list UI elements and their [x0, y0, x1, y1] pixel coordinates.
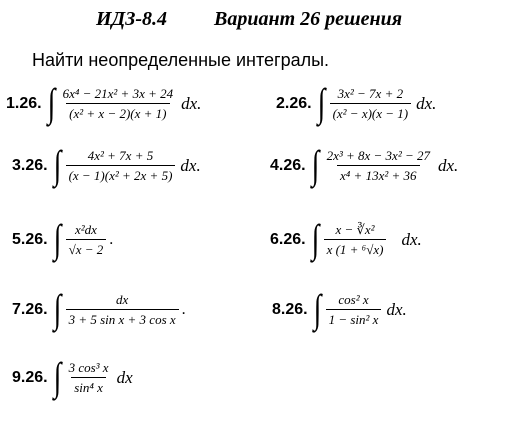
- denominator: x⁴ + 13x² + 36: [337, 165, 420, 184]
- numerator: dx: [115, 292, 129, 308]
- numerator: 3 cos³ x: [68, 360, 109, 376]
- denominator: 3 + 5 sin x + 3 cos x: [66, 309, 179, 328]
- differential: dx.: [180, 156, 201, 175]
- trailing-punctuation: .: [181, 301, 186, 318]
- differential: dx.: [401, 230, 422, 249]
- differential: dx.: [416, 94, 437, 113]
- denominator: √x − 2: [66, 239, 107, 258]
- numerator: 6x⁴ − 21x² + 3x + 24: [62, 86, 174, 102]
- problem-number: 4.26.: [270, 157, 306, 174]
- denominator: (x² + x − 2)(x + 1): [66, 103, 169, 122]
- numerator: cos² x: [338, 292, 369, 308]
- trailing-punctuation: .: [109, 231, 114, 248]
- numerator: 4x² + 7x + 5: [87, 148, 154, 164]
- fraction: [66, 148, 176, 183]
- denominator: (x² − x)(x − 1): [330, 103, 412, 122]
- fraction: [66, 222, 107, 257]
- problem-number: 6.26.: [270, 231, 306, 248]
- problem-number: 7.26.: [12, 301, 48, 318]
- differential: dx: [116, 368, 133, 387]
- header: [0, 6, 509, 32]
- numerator: x²dx: [74, 222, 97, 238]
- problem-9: [12, 354, 133, 399]
- fraction: [60, 86, 177, 121]
- integral-sign: ∫: [53, 142, 61, 187]
- problem-3: [12, 142, 201, 187]
- problem-8: [272, 286, 407, 331]
- variant-title: Вариант 26 решения: [214, 8, 403, 30]
- numerator: 3x² − 7x + 2: [337, 86, 404, 102]
- differential: dx.: [386, 300, 407, 319]
- numerator: x − ∛x²: [335, 222, 375, 238]
- denominator: x (1 + ⁶√x): [324, 239, 387, 258]
- denominator: sin⁴ x: [71, 377, 106, 396]
- denominator: 1 − sin² x: [326, 309, 382, 328]
- problem-2: [276, 80, 437, 125]
- differential: dx.: [181, 94, 202, 113]
- problem-1: [6, 80, 202, 125]
- problem-number: 5.26.: [12, 231, 48, 248]
- integral-sign: ∫: [53, 286, 61, 331]
- integral-sign: ∫: [47, 80, 55, 125]
- integral-sign: ∫: [53, 216, 61, 261]
- fraction: [66, 360, 112, 395]
- integral-sign: ∫: [317, 80, 325, 125]
- problem-number: 2.26.: [276, 95, 312, 112]
- problem-number: 9.26.: [12, 369, 48, 386]
- fraction: [324, 148, 433, 183]
- numerator: 2x³ + 8x − 3x² − 27: [326, 148, 430, 164]
- problem-number: 1.26.: [6, 95, 42, 112]
- fraction: [326, 292, 382, 327]
- integral-sign: ∫: [311, 216, 319, 261]
- problem-6: [270, 216, 422, 261]
- instruction-text: Найти неопределенные интегралы.: [32, 50, 330, 70]
- denominator: (x − 1)(x² + 2x + 5): [66, 165, 176, 184]
- problem-7: [12, 286, 186, 331]
- fraction: [324, 222, 387, 257]
- problem-5: [12, 216, 114, 261]
- fraction: [66, 292, 179, 327]
- problem-number: 8.26.: [272, 301, 308, 318]
- differential: dx.: [438, 156, 459, 175]
- integral-sign: ∫: [53, 354, 61, 399]
- assignment-code: ИДЗ-8.4: [96, 8, 168, 30]
- integral-sign: ∫: [311, 142, 319, 187]
- problem-4: [270, 142, 459, 187]
- fraction: [330, 86, 412, 121]
- integral-sign: ∫: [313, 286, 321, 331]
- problem-number: 3.26.: [12, 157, 48, 174]
